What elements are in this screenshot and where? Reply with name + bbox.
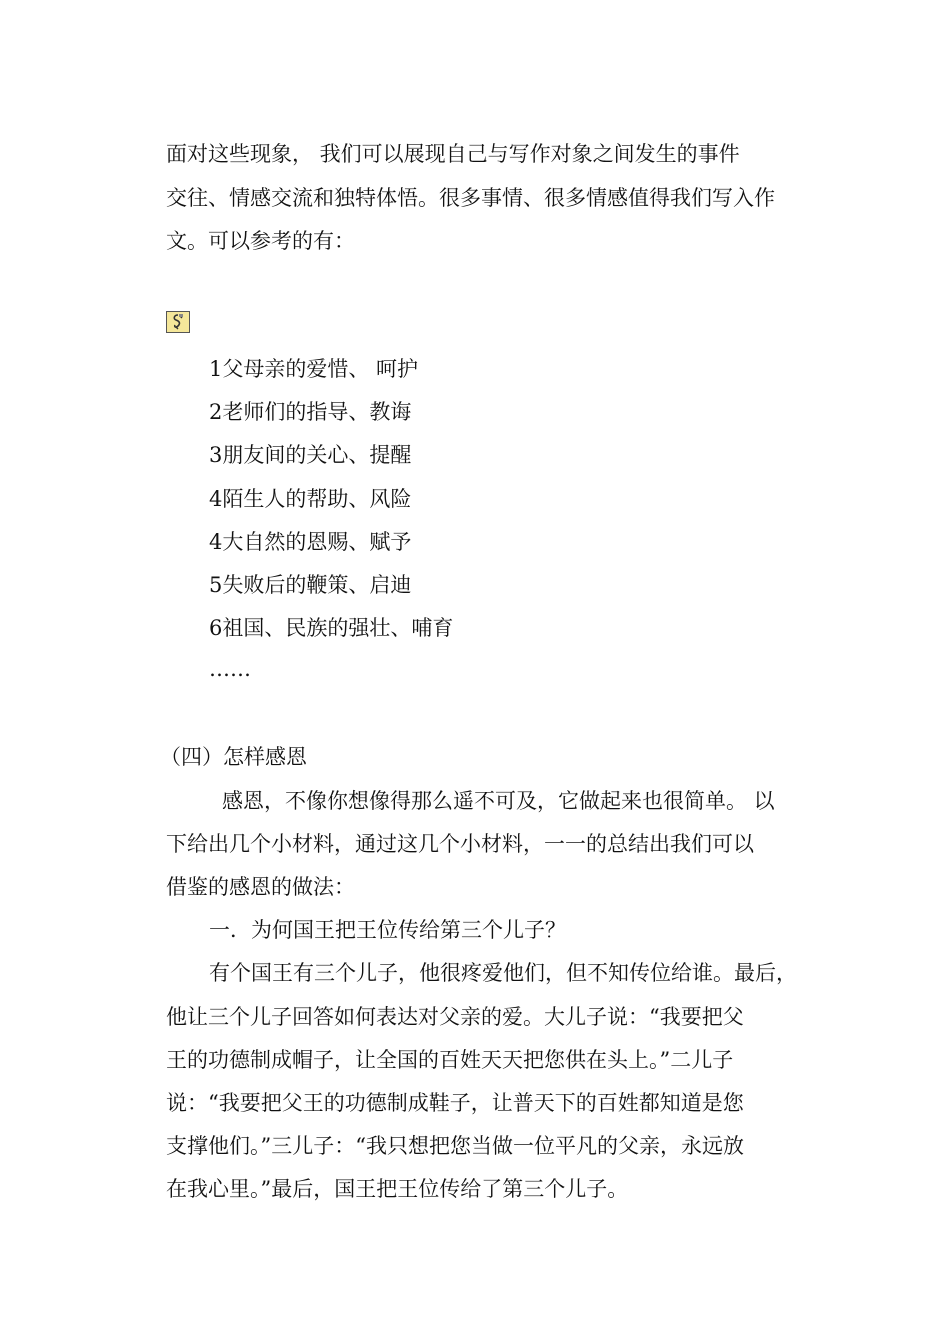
section-heading: （四）怎样感恩 bbox=[160, 745, 307, 769]
section-para-line-2: 下给出几个小材料，通过这几个小材料，一一的总结出我们可以 bbox=[166, 832, 754, 856]
list-item: 1父母亲的爱惜、 呵护 bbox=[209, 357, 419, 381]
section-para-line-1: 感恩，不像你想像得那么遥不可及，它做起来也很简单。 以 bbox=[222, 789, 775, 813]
story-line: 有个国王有三个儿子，他很疼爱他们，但不知传位给谁。最后， bbox=[209, 961, 797, 985]
story-line: 在我心里。”最后，国王把王位传给了第三个儿子。 bbox=[166, 1177, 629, 1201]
intro-line-3: 文。可以参考的有： bbox=[166, 229, 355, 253]
list-item: 2老师们的指导、教诲 bbox=[209, 400, 412, 424]
list-item: 3朋友间的关心、提醒 bbox=[209, 443, 412, 467]
list-item: 4大自然的恩赐、赋予 bbox=[209, 530, 412, 554]
attachment-note-icon[interactable] bbox=[166, 311, 190, 333]
list-ellipsis: …… bbox=[209, 657, 251, 681]
intro-line-1: 面对这些现象， 我们可以展现自己与写作对象之间发生的事件 bbox=[166, 142, 740, 166]
list-item: 6祖国、民族的强壮、哺育 bbox=[209, 616, 454, 640]
intro-line-2: 交往、情感交流和独特体悟。很多事情、很多情感值得我们写入作 bbox=[166, 186, 775, 210]
story-line: 说：“我要把父王的功德制成鞋子，让普天下的百姓都知道是您 bbox=[166, 1091, 744, 1115]
section-para-line-3: 借鉴的感恩的做法： bbox=[166, 875, 355, 899]
story-line: 支撑他们。”三儿子：“我只想把您当做一位平凡的父亲，永远放 bbox=[166, 1134, 744, 1158]
list-item: 4陌生人的帮助、风险 bbox=[209, 487, 412, 511]
sub-heading: 一．为何国王把王位传给第三个儿子？ bbox=[209, 918, 566, 942]
story-line: 他让三个儿子回答如何表达对父亲的爱。大儿子说：“我要把父 bbox=[166, 1005, 744, 1029]
list-item: 5失败后的鞭策、启迪 bbox=[209, 573, 412, 597]
story-line: 王的功德制成帽子，让全国的百姓天天把您供在头上。”二儿子 bbox=[166, 1048, 734, 1072]
